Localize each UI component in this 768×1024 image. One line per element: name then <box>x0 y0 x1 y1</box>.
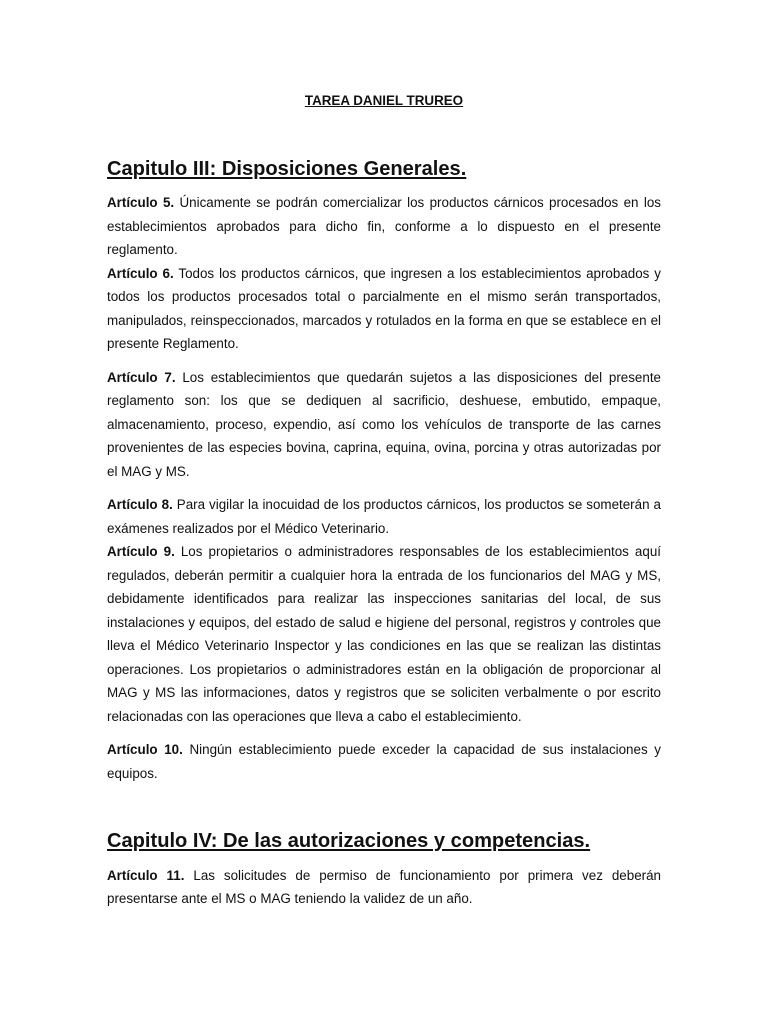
article-9-label: Artículo 9. <box>107 544 175 559</box>
article-7 <box>107 366 661 484</box>
article-7-text: Los establecimientos que quedarán sujetos a las disposiciones del presente reglamento son: los que se dediquen al sacrificio, deshuese, embutido, empaque, almacenamiento, proceso, expendio, así como los vehículos de transporte de las carnes provenientes de las especies bovina, caprina, equina, ovina, porcina y otras autorizadas por el MAG y MS. <box>107 369 661 479</box>
article-11 <box>107 864 661 911</box>
article-5 <box>107 191 661 262</box>
article-6-label: Artículo 6. <box>107 265 174 281</box>
article-8-label: Artículo 8. <box>107 497 173 512</box>
article-11-label: Artículo 11. <box>107 867 185 883</box>
chapter-3-heading: Capitulo III: Disposiciones Generales. <box>107 157 467 180</box>
article-7-label: Artículo 7. <box>107 369 176 385</box>
article-5-text: Únicamente se podrán comercializar los productos cárnicos procesados en los establecimientos aprobados para dicho fin, conforme a lo dispuesto en el presente reglamento. <box>107 195 661 257</box>
chapter-4-heading: Capitulo IV: De las autorizaciones y competencias. <box>107 830 591 852</box>
article-10 <box>107 738 661 785</box>
article-9 <box>107 540 661 728</box>
article-6-text: Todos los productos cárnicos, que ingresen a los establecimientos aprobados y todos los productos procesados total o parcialmente en el mismo serán transportados, manipulados, reinspeccionados, marcados y rotulados en la forma en que se establece en el presente Reglamento. <box>107 265 661 351</box>
article-8-text: Para vigilar la inocuidad de los productos cárnicos, los productos se someterán a exámenes realizados por el Médico Veterinario. <box>107 497 661 536</box>
article-6 <box>107 262 661 356</box>
article-8 <box>107 493 661 540</box>
article-10-label: Artículo 10. <box>107 742 183 757</box>
article-5-label: Artículo 5. <box>107 195 175 210</box>
article-10-text: Ningún establecimiento puede exceder la capacidad de sus instalaciones y equipos. <box>107 742 661 781</box>
document-title: TAREA DANIEL TRUREO <box>304 93 464 108</box>
article-9-text: Los propietarios o administradores responsables de los establecimientos aquí regulados, deberán permitir a cualquier hora la entrada de los funcionarios del MAG y MS, debidamente identificados para realizar las inspecciones sanitarias del local, de sus instalaciones y equipos, del estado de salud e higiene del personal, registros y controles que lleva el Médico Veterinario Inspector y las condiciones en las que se realizan las distintas operaciones. Los propietarios o administradores están en la obligación de proporcionar al MAG y MS las informaciones, datos y registros que se soliciten verbalmente o por escrito relacionadas con las operaciones que lleva a cabo el establecimiento. <box>107 544 661 724</box>
article-11-text: Las solicitudes de permiso de funcionamiento por primera vez deberán presentarse ante el MS o MAG teniendo la validez de un año. <box>107 867 661 906</box>
